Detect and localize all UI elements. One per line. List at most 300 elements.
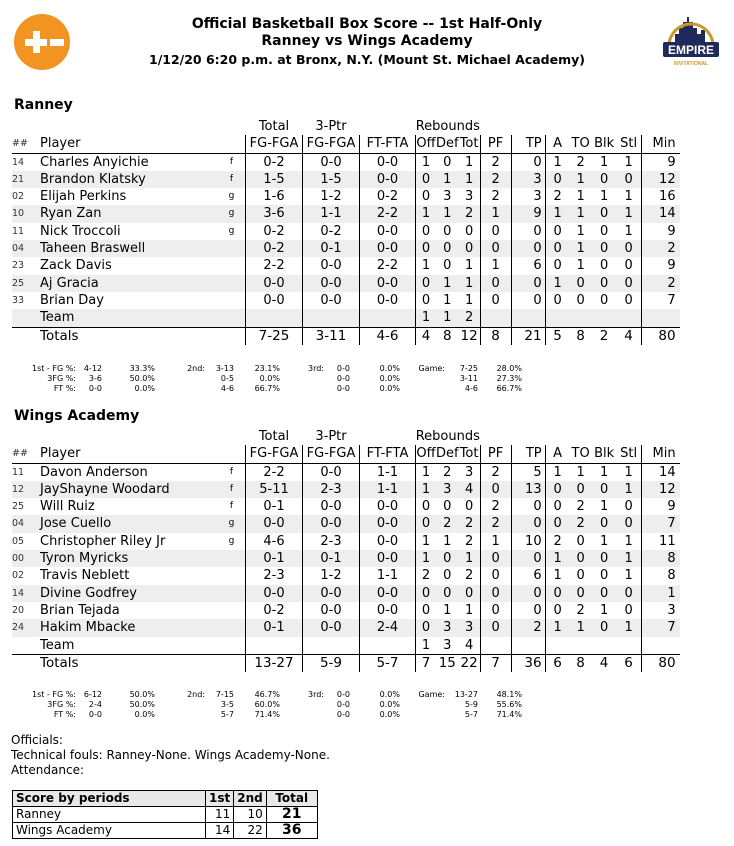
player-min: 9 [667,223,676,239]
team-row-name: Team [40,637,75,653]
totals-num [12,654,40,672]
player-blk: 0 [592,619,617,636]
pct-h1-3fg-pct: 50.0% [129,374,155,383]
periods-header-total: Total [266,791,317,807]
player-pf: 1 [480,533,511,550]
pct-h1-fg: 4-12 [83,364,102,373]
totals-pos [218,654,246,672]
player-min: 3 [667,602,676,618]
player-tp: 0-0 [303,275,360,292]
col-header-to: TO [571,446,590,462]
player-pts: 3 [511,171,545,188]
pct-h1-fg-pct: 50.0% [129,690,155,699]
player-blk: 1 [599,533,609,549]
player-ft: 2-4 [360,619,416,636]
player-pts: 10 [511,533,545,550]
periods-row [13,807,318,823]
player-num: 02 [12,191,25,203]
totals-pf: 8 [480,327,511,345]
team-row-min [641,637,680,655]
empire-logo-subtext: INVITATIONAL [673,61,709,67]
player-pf: 0 [480,292,511,309]
totals-pos [218,327,246,345]
player-tp: 0-0 [303,498,360,515]
player-name: Brandon Klatsky [40,171,218,188]
pct-g-fg-pct: 48.1% [496,690,522,699]
spacer-cell [545,118,570,135]
player-tp: 1-2 [303,188,360,205]
player-pf: 1 [480,257,511,274]
player-off: 0 [416,171,437,188]
totals-def: 8 [436,327,459,345]
player-tp: 0-1 [303,240,360,257]
player-name: Taheen Braswell [40,240,218,257]
player-to: 1 [570,240,592,257]
player-tot: 1 [459,292,481,309]
periods-header-1st: 1st [206,791,234,807]
team-row-num [12,637,40,655]
player-def: 0 [443,568,452,584]
team-rebounds-row [12,637,680,655]
pct-g-ft: 4-6 [464,384,478,393]
player-tp: 0-0 [303,585,360,602]
player-name: Charles Anyichie [40,154,149,170]
totals-row [12,654,680,672]
player-to: 1 [570,205,592,222]
pct-g-3fg-pct: 55.6% [496,700,522,709]
team-row-off: 1 [416,309,437,327]
player-pf: 0 [480,619,511,636]
player-min: 14 [659,464,676,480]
report-title: Official Basketball Box Score -- 1st Half-Only [191,16,543,32]
periods-header-label: Score by periods [13,791,206,807]
player-pf: 0 [480,240,511,257]
player-to: 1 [570,619,592,636]
totals-row [12,327,680,345]
player-def: 0 [436,585,459,602]
player-fg: 0-1 [246,619,303,636]
player-num: 04 [12,240,40,257]
player-blk: 1 [599,154,609,170]
player-num: 23 [12,260,25,272]
player-row [12,240,680,257]
pct-h3-ft-pct: 0.0% [379,384,400,393]
col-header-min: Min [641,135,680,153]
player-num: 04 [12,515,40,532]
player-name: Brian Day [40,292,104,308]
player-def: 3 [436,619,459,636]
player-min: 1 [641,585,680,602]
pct-h3-ft-pct: 0.0% [379,710,400,719]
player-off: 1 [416,481,437,498]
player-off: 0 [421,189,431,205]
player-pts: 0 [511,240,545,257]
player-stl: 1 [617,481,642,498]
player-pts: 0 [511,498,545,515]
player-ft: 0-0 [360,223,416,240]
player-fg: 2-3 [246,567,303,584]
player-fg: 0-1 [246,550,303,567]
player-tot: 3 [459,188,481,205]
player-a: 1 [553,154,562,170]
player-off: 0 [416,585,437,602]
col-header-blk: Blk [592,445,617,463]
pct-h1-3fg: 2-4 [88,700,102,709]
player-blk: 1 [599,499,609,515]
player-off: 2 [421,568,431,584]
pct-g-ft-pct: 71.4% [496,710,522,719]
player-min: 2 [641,275,680,292]
totals-pts: 36 [511,654,545,672]
player-row [12,171,680,188]
player-def: 0 [443,499,452,515]
player-def: 1 [436,171,459,188]
col-header-name: Player [40,135,218,153]
player-pf: 0 [480,275,511,292]
player-fg: 4-6 [246,533,303,550]
player-pts: 3 [511,188,545,205]
player-name: Ryan Zan [40,205,218,222]
totals-a: 6 [545,654,570,672]
totals-fg: 7-25 [246,327,303,345]
col-header-pf: PF [480,135,511,153]
player-pos: f [218,171,246,188]
player-to: 0 [570,585,592,602]
player-fg: 0-0 [246,275,303,292]
team-name-ranney: Ranney [14,97,73,113]
player-def: 0 [436,240,459,257]
player-num: 12 [12,481,40,498]
player-blk: 1 [599,189,609,205]
player-off: 0 [421,223,431,239]
pct-h3-fg: 0-0 [336,364,350,373]
player-ft: 1-1 [360,567,416,584]
pct-h3-3fg: 0-0 [336,700,350,709]
col-header-tot: Tot [459,446,479,462]
player-min: 11 [659,533,676,549]
totals-pts: 21 [511,327,545,345]
player-name: Elijah Perkins [40,189,127,205]
pct-h1-fg: 6-12 [83,690,102,699]
player-pos: g [218,533,246,550]
player-def: 3 [436,481,459,498]
team-row-pts [511,309,545,327]
player-pts: 0 [511,292,545,309]
spacer-cell [511,118,545,135]
player-a: 0 [545,585,570,602]
player-row [12,205,680,222]
player-pf: 0 [480,602,511,619]
totals-stl: 6 [617,654,642,672]
player-pts: 5 [511,463,545,481]
col-header-to: TO [571,136,590,152]
col-header-name: Player [40,445,218,463]
spacer-cell [480,118,511,135]
player-pts: 2 [511,619,545,636]
player-pos: f [218,463,246,481]
player-pos [218,275,246,292]
col-header-stl: Stl [617,135,642,153]
officials-text: Officials: [11,733,63,747]
player-tot: 0 [459,223,481,240]
player-off: 1 [421,258,431,274]
pct-h3-3fg-pct: 0.0% [379,374,400,383]
col-header-num: ## [12,135,40,153]
player-pos: g [218,188,246,205]
pct-h2-fg-pct: 23.1% [254,364,280,373]
player-row [12,292,680,309]
team-row-to [570,637,592,655]
player-stl: 0 [617,171,642,188]
player-min: 12 [641,481,680,498]
player-to: 2 [570,515,592,532]
player-def: 0 [443,154,452,170]
pct-h2-fg-pct: 46.7% [254,690,280,699]
player-def: 1 [443,292,452,308]
totals-def: 15 [436,654,459,672]
totals-off: 4 [416,327,437,345]
col-header-pts: TP [511,445,545,463]
player-pf: 2 [480,188,511,205]
pct-g-label: Game: [418,690,445,699]
group-rebounds-label: Rebounds [415,429,480,444]
column-header-row [12,135,680,153]
player-row [12,602,680,619]
totals-ft: 5-7 [360,654,416,672]
player-def: 1 [443,602,452,618]
attendance-text: Attendance: [11,763,84,777]
player-tot: 0 [459,498,481,515]
player-ft: 2-2 [360,257,416,274]
spacer-cell [360,118,416,135]
pct-h1-label: 1st - FG %: [31,364,76,373]
pct-h2-ft-pct: 66.7% [254,384,280,393]
player-blk: 0 [599,292,609,308]
team-row-tot: 4 [459,637,481,655]
column-group-header-row [12,118,680,135]
player-off: 1 [421,533,431,549]
pct-h2-3fg-pct: 60.0% [254,700,280,709]
player-name: Aj Gracia [40,275,218,292]
team-row-to [570,309,592,327]
player-stl: 0 [617,515,642,532]
player-pts: 6 [511,257,545,274]
player-stl: 1 [617,463,642,481]
col-header-tot: Tot [459,136,479,152]
player-off: 0 [421,499,431,515]
pct-h1-ft-pct: 0.0% [134,384,155,393]
periods-row [13,823,318,839]
pct-g-3fg: 3-11 [459,374,478,383]
player-tp: 0-0 [303,257,360,274]
spacer-cell [12,428,40,445]
team-row-a [545,637,570,655]
player-pts: 0 [511,602,545,619]
player-blk: 0 [592,240,617,257]
player-num: 20 [12,604,25,616]
spacer-cell [40,428,218,445]
column-header-row [12,445,680,463]
player-blk: 0 [592,585,617,602]
player-def: 1 [443,533,452,549]
player-fg: 0-0 [246,515,303,532]
player-tot: 3 [459,619,481,636]
col-header-fg: FG-FGA [246,135,303,153]
player-fg: 0-2 [246,223,303,240]
player-pts: 13 [511,481,545,498]
team-row-num [12,309,40,327]
player-tp: 0-0 [303,292,360,309]
totals-fg: 13-27 [246,654,303,672]
pct-h1-fg-pct: 33.3% [129,364,155,373]
player-row [12,585,680,602]
col-header-pf: PF [480,445,511,463]
player-pf: 0 [480,481,511,498]
player-pf: 2 [480,515,511,532]
pct-h2-ft: 4-6 [220,384,234,393]
player-a: 0 [553,499,562,515]
team-row-blk [592,309,617,327]
player-a: 0 [553,602,562,618]
totals-min: 80 [641,327,680,345]
spacer-cell [617,118,642,135]
totals-stl: 4 [617,327,642,345]
player-def: 1 [436,275,459,292]
pct-h1-3fg-pct: 50.0% [129,700,155,709]
player-pos [218,240,246,257]
player-pts: 0 [511,585,545,602]
team-row-def: 3 [443,637,452,653]
spacer-cell [218,428,246,445]
player-name: Travis Neblett [40,568,130,584]
pct-h3-3fg: 0-0 [336,374,350,383]
player-pos [218,602,246,619]
col-header-off: Off [416,136,436,152]
player-name: Nick Troccoli [40,223,121,239]
team-rebounds-row [12,309,680,327]
player-pos: g [218,205,246,222]
player-tp: 2-3 [303,481,360,498]
spacer-cell [480,428,511,445]
player-off: 0 [421,602,431,618]
player-pf: 2 [480,463,511,481]
player-pos: f [218,153,246,171]
player-blk: 0 [592,481,617,498]
player-name: Divine Godfrey [40,585,218,602]
player-min: 7 [667,292,676,308]
player-a: 1 [545,550,570,567]
player-row [12,515,680,532]
pct-g-3fg-pct: 27.3% [496,374,522,383]
periods-team: Wings Academy [13,823,206,839]
totals-tp: 5-9 [303,654,360,672]
team-row-stl [617,309,642,327]
player-a: 1 [545,275,570,292]
player-min: 9 [667,154,676,170]
player-to: 0 [576,568,585,584]
player-blk: 0 [599,223,609,239]
player-row [12,533,680,550]
pct-h3-ft: 0-0 [336,384,350,393]
player-pos: f [218,498,246,515]
player-num: 00 [12,550,40,567]
group-total-label: Total [258,119,290,134]
player-to: 0 [570,481,592,498]
player-pf: 1 [480,205,511,222]
box-score-table-wings-academy [12,428,680,672]
player-a: 0 [545,481,570,498]
player-fg: 1-5 [246,171,303,188]
report-header [0,0,734,80]
col-header-a: A [545,445,570,463]
team-row-pts [511,637,545,655]
pct-h3-label: 3rd: [307,364,324,373]
player-stl: 1 [617,567,642,584]
player-stl: 0 [617,240,642,257]
player-name: Brian Tejada [40,602,120,618]
player-a: 1 [545,205,570,222]
player-min: 2 [641,240,680,257]
totals-blk: 4 [592,654,617,672]
pct-g-fg-pct: 28.0% [496,364,522,373]
player-ft: 0-0 [360,550,416,567]
player-ft: 0-0 [360,585,416,602]
col-header-def: Def [436,446,459,462]
player-num: 11 [12,466,25,478]
player-row [12,463,680,481]
player-ft: 1-1 [360,463,416,481]
pct-h3-3fg-pct: 0.0% [379,700,400,709]
player-name: Tyron Myricks [40,550,218,567]
totals-ft: 4-6 [360,327,416,345]
player-stl: 0 [617,275,642,292]
player-row [12,153,680,171]
player-a: 1 [553,464,562,480]
team-row-blk [592,637,617,655]
player-tot: 1 [459,275,481,292]
team-row-pos [218,309,246,327]
player-a: 1 [545,619,570,636]
spacer-cell [218,118,246,135]
player-row [12,550,680,567]
pct-h2-fg: 3-13 [215,364,234,373]
totals-name: Totals [40,327,218,345]
player-name: JayShayne Woodard [40,481,218,498]
pct-g-fg: 7-25 [459,364,478,373]
player-pos: g [218,223,246,240]
player-to: 1 [576,189,585,205]
player-tot: 1 [459,171,481,188]
pct-h3-ft: 0-0 [336,710,350,719]
col-header-a: A [545,135,570,153]
totals-tot: 12 [459,327,481,345]
player-tp: 1-2 [303,567,360,584]
player-name: Zack Davis [40,258,112,274]
player-to: 2 [576,154,585,170]
player-name: Jose Cuello [40,515,218,532]
player-tot: 4 [459,481,481,498]
pct-h2-label: 2nd: [187,690,205,699]
player-min: 8 [667,568,676,584]
spacer-cell [360,428,416,445]
player-to: 1 [576,258,585,274]
pct-h2-ft-pct: 71.4% [254,710,280,719]
player-stl: 1 [617,619,642,636]
player-tot: 2 [459,205,481,222]
totals-blk: 2 [592,327,617,345]
spacer-cell [592,428,617,445]
player-pf: 0 [480,567,511,584]
